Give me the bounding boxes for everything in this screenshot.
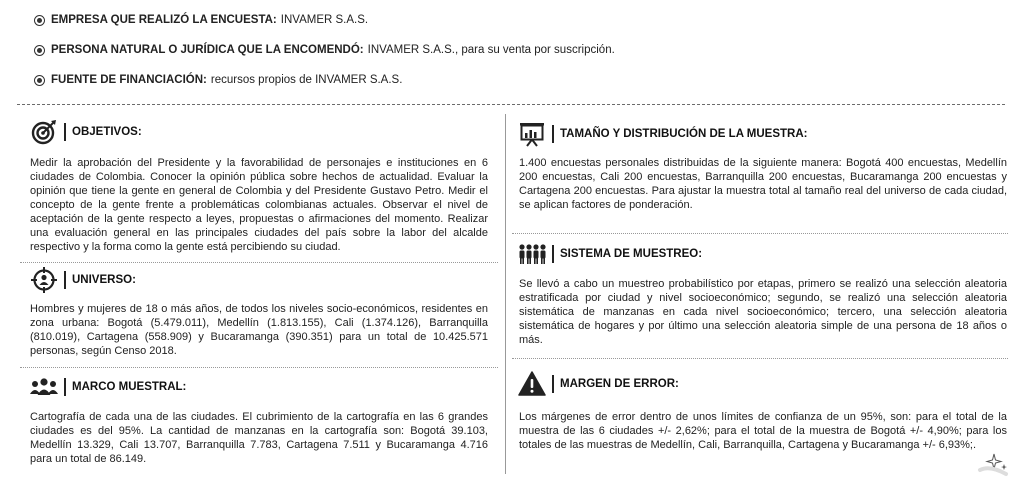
section-title: OBJETIVOS: (72, 126, 142, 138)
header-label: PERSONA NATURAL O JURÍDICA QUE LA ENCOMENDÓ: (51, 44, 364, 56)
sparkle-icon (970, 452, 1010, 483)
dashed-divider (17, 104, 1005, 105)
header-value: INVAMER S.A.S., para su venta por suscripción. (367, 44, 615, 56)
section-marco-heading (30, 373, 186, 401)
section-title: UNIVERSO: (72, 274, 136, 286)
section-universo-heading (30, 266, 136, 294)
section-sistema-heading (518, 240, 702, 268)
header-value: INVAMER S.A.S. (280, 14, 369, 26)
bullet-icon (34, 75, 45, 86)
section-tamano-heading (518, 120, 807, 148)
section-title: SISTEMA DE MUESTREO: (560, 248, 703, 260)
header-label: FUENTE DE FINANCIACIÓN: (51, 74, 207, 86)
target-icon (30, 118, 58, 146)
sistema-text: Se llevó a cabo un muestreo probabilístico por etapas, primero se realizó una selección aleatoria estratificada por ciudad y nivel socioeconómico; segundo, se realizó una selección aleatoria sistemática de manzanas en cada nivel socioeconómico; tercero, una selección aleatoria sistemática de hogares y por último una selección aleatoria simple de una persona de 18 años o más. (519, 278, 1007, 346)
column-divider (505, 114, 506, 474)
section-margen-heading (518, 370, 679, 398)
section-objetivos-heading (30, 118, 142, 146)
presentation-chart-icon (518, 120, 546, 148)
warning-icon (518, 370, 546, 398)
dotted-divider (512, 233, 1008, 234)
dotted-divider (20, 367, 498, 368)
dotted-divider (20, 262, 498, 263)
group-icon (30, 373, 58, 401)
header-line-encomendo (34, 44, 615, 56)
universo-text: Hombres y mujeres de 18 o más años, de todos los niveles socio-económicos, residentes en zona urbana: Bogotá (5.479.011), Medellín (1.813.155), Cali (1.374.126), Barranquilla (810.019), Cartagena (558.909) y Bucaramanga (390.351) para un total de 10.425.571 personas, según Censo 2018. (30, 303, 488, 357)
section-title: MARGEN DE ERROR: (560, 378, 679, 390)
header-label: EMPRESA QUE REALIZÓ LA ENCUESTA: (51, 14, 277, 26)
tamano-text: 1.400 encuestas personales distribuidas de la siguiente manera: Bogotá 400 encuestas, Medellín 200 encuestas, Cali 200 encuestas, Barranquilla 200 encuestas, Bucaramanga 200 encuestas y Cartagena 200 encuestas. Para ajustar la muestra total al tamaño real del universo de cada ciudad, se aplican factores de ponderación. (519, 157, 1007, 211)
margen-text: Los márgenes de error dentro de unos límites de confianza de un 95%, son: para el total de la muestra de las 6 ciudades +/- 2,62%; para el total de la muestra de Bogotá +/- 4,90%; para los totales de las muestras de Medellín, Cali, Barranquilla, Cartagena y Bucaramanga +/- 6,93%;. (519, 411, 1007, 451)
bullet-icon (34, 45, 45, 56)
marco-text: Cartografía de cada una de las ciudades. El cubrimiento de la cartografía en las 6 grandes ciudades es del 95%. La cantidad de manzanas en la cartografía son: Bogotá 39.103, Medellín 13.329, Cali 13.707, Barranquilla 7.783, Cartagena 7.511 y Bucaramanga 4.716 para un total de 86.149. (30, 411, 488, 465)
header-value: recursos propios de INVAMER S.A.S. (210, 74, 403, 86)
section-title: MARCO MUESTRAL: (72, 381, 187, 393)
section-title: TAMAÑO Y DISTRIBUCIÓN DE LA MUESTRA: (560, 128, 808, 140)
people-row-icon (518, 240, 546, 268)
header-line-empresa (34, 14, 368, 26)
bullet-icon (34, 15, 45, 26)
crosshair-person-icon (30, 266, 58, 294)
dotted-divider (512, 358, 1008, 359)
header-line-financiacion (34, 74, 402, 86)
objetivos-text: Medir la aprobación del Presidente y la favorabilidad de personajes e instituciones en 6 ciudades de Colombia. Conocer la opinión pública sobre hechos de actualidad. Evaluar la opinión que tiene la gente en general de Colombia y del Presidente Gustavo Petro. Medir el concepto de la gente frente a problemáticas colombianas actuales. Observar el nivel de aceptación de la gente respecto a leyes, propuestas o afirmaciones del momento. Realizar una evaluación general en las principales ciudades del país sobre la labor del alcalde respectivo y la forma como la gente está percibiendo su ciudad. (30, 157, 488, 253)
